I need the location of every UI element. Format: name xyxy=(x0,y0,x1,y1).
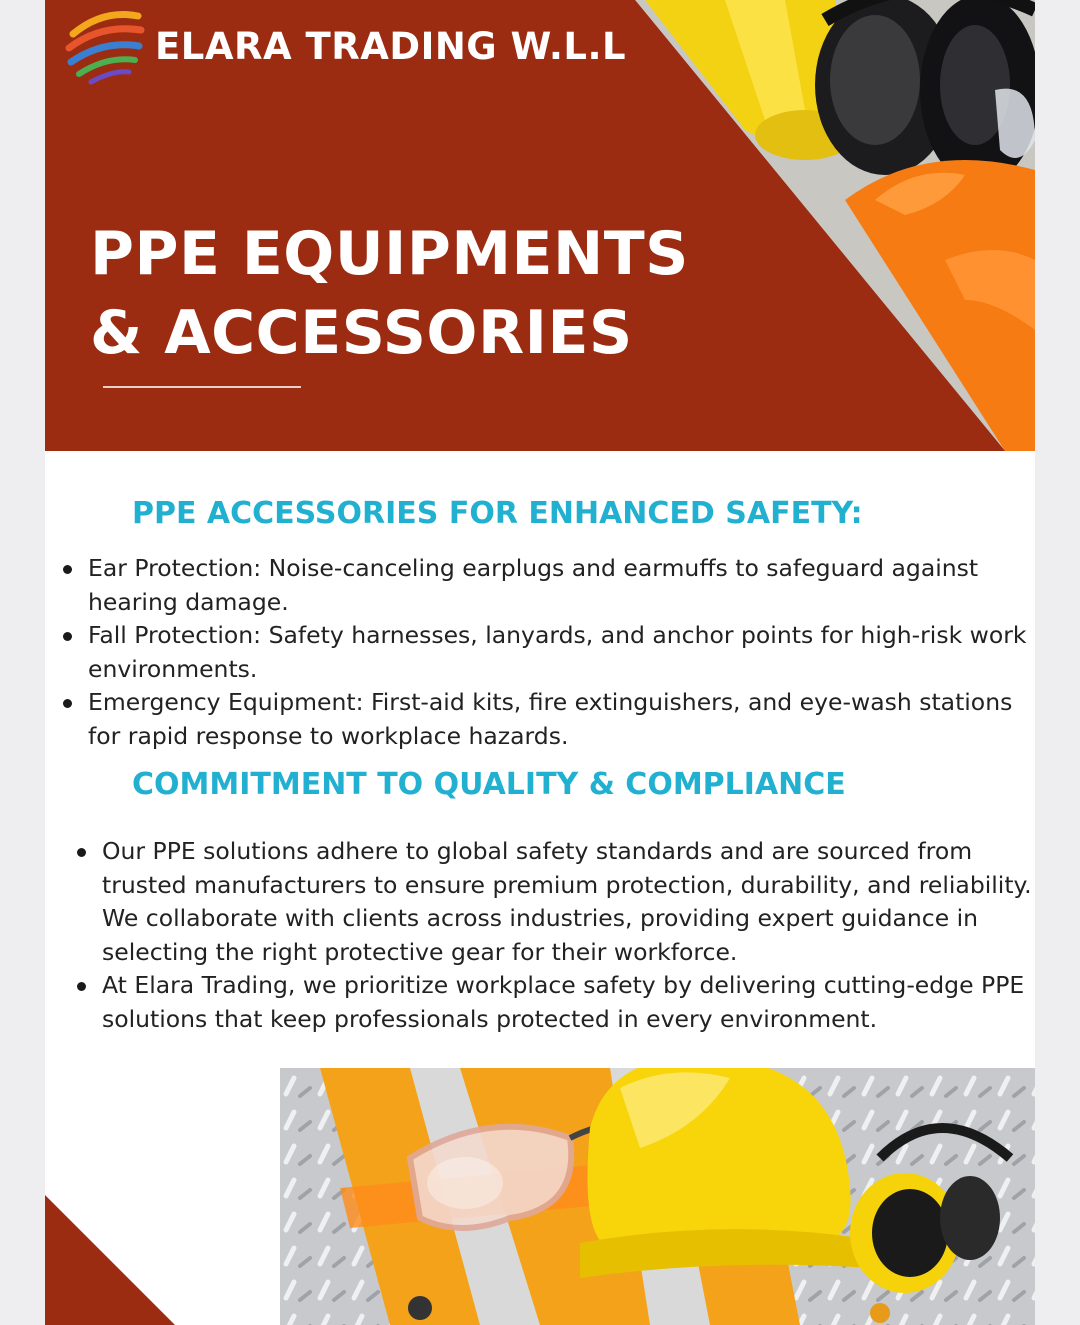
brand-bar xyxy=(63,4,626,88)
commitment-list xyxy=(102,835,1032,1037)
flyer-page xyxy=(45,0,1035,1325)
list-item: Fall Protection: Safety harnesses, lanyards, and anchor points for high-risk work environments. xyxy=(88,619,1033,686)
accessories-list xyxy=(88,552,1033,754)
section-heading-commitment: COMMITMENT TO QUALITY & COMPLIANCE xyxy=(132,767,846,802)
section-heading-accessories: PPE ACCESSORIES FOR ENHANCED SAFETY: xyxy=(132,496,863,531)
globe-swoosh-logo-icon xyxy=(63,4,147,88)
hero-title xyxy=(90,215,689,373)
company-name: ELARA TRADING W.L.L xyxy=(155,24,627,68)
hero-title-line-1: PPE EQUIPMENTS xyxy=(90,219,689,289)
ppe-gear-photo xyxy=(280,1068,1035,1325)
hero-title-line-2: & ACCESSORIES xyxy=(90,298,633,368)
list-item: At Elara Trading, we prioritize workplace safety by delivering cutting-edge PPE solutions that keep professionals protected in every environment. xyxy=(102,969,1032,1036)
red-corner-triangle xyxy=(45,1195,175,1325)
list-item: Emergency Equipment: First-aid kits, fire extinguishers, and eye-wash stations for rapid response to workplace hazards. xyxy=(88,686,1033,753)
hero-divider xyxy=(103,386,301,388)
list-item: Ear Protection: Noise-canceling earplugs and earmuffs to safeguard against hearing damage. xyxy=(88,552,1033,619)
list-item: Our PPE solutions adhere to global safety standards and are sourced from trusted manufacturers to ensure premium protection, durability, and reliability. We collaborate with clients across industries, providing expert guidance in selecting the right protective gear for their workforce. xyxy=(102,835,1032,969)
hero-header xyxy=(45,0,1035,451)
